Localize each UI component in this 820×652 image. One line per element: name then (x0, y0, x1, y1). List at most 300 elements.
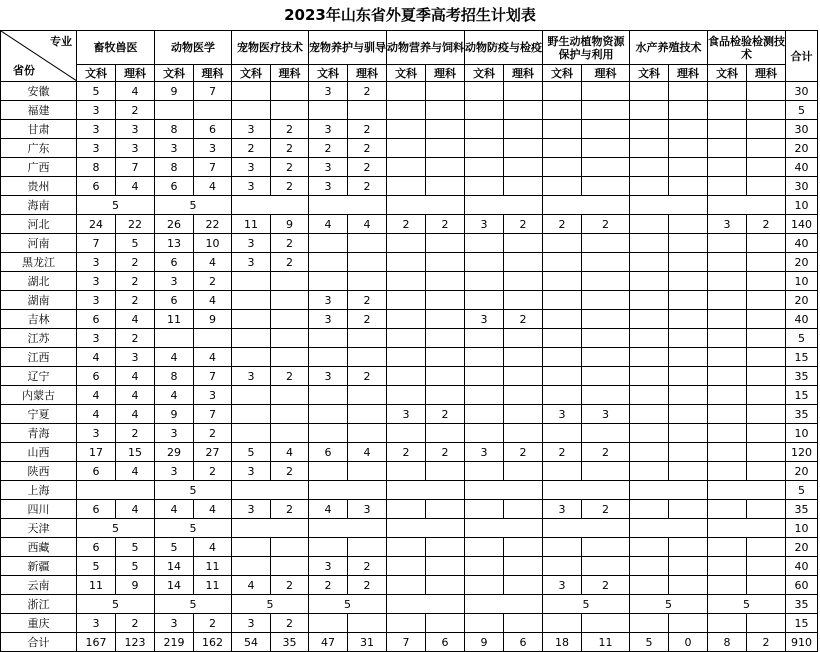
row-total-cell: 10 (786, 424, 818, 443)
like-value-cell (348, 329, 387, 348)
table-row (1, 291, 818, 310)
table-row (1, 462, 818, 481)
province-cell: 安徽 (1, 82, 77, 101)
like-value-cell (669, 329, 708, 348)
like-value-cell (504, 405, 543, 424)
like-value-cell (747, 101, 786, 120)
like-value-cell (504, 234, 543, 253)
province-cell: 上海 (1, 481, 77, 500)
subject-header-wenke: 文科 (465, 65, 504, 82)
like-value-cell: 9 (194, 310, 232, 329)
wenke-value-cell: 3 (465, 443, 504, 462)
table-row (1, 329, 818, 348)
like-value-cell: 5 (116, 538, 155, 557)
wenke-value-cell: 3 (232, 253, 271, 272)
wenke-value-cell (708, 253, 747, 272)
wenke-value-cell: 7 (387, 633, 426, 652)
like-value-cell: 2 (116, 272, 155, 291)
wenke-value-cell (630, 215, 669, 234)
like-value-cell: 2 (271, 158, 309, 177)
wenke-value-cell (630, 557, 669, 576)
wenke-value-cell (465, 253, 504, 272)
province-cell: 宁夏 (1, 405, 77, 424)
wenke-value-cell (630, 329, 669, 348)
wenke-value-cell: 14 (155, 576, 194, 595)
wenke-value-cell (543, 272, 582, 291)
wenke-value-cell (232, 424, 271, 443)
like-value-cell (271, 82, 309, 101)
wenke-value-cell (387, 462, 426, 481)
like-value-cell: 162 (194, 633, 232, 652)
row-total-cell: 20 (786, 253, 818, 272)
wenke-value-cell: 3 (77, 424, 116, 443)
wenke-value-cell (232, 538, 271, 557)
like-value-cell (504, 348, 543, 367)
like-value-cell (348, 348, 387, 367)
wenke-value-cell: 29 (155, 443, 194, 462)
like-value-cell (426, 329, 465, 348)
like-value-cell (271, 424, 309, 443)
table-row (1, 405, 818, 424)
wenke-value-cell (387, 329, 426, 348)
like-value-cell: 7 (194, 405, 232, 424)
row-total-cell: 910 (786, 633, 818, 652)
like-value-cell (348, 405, 387, 424)
merged-value-cell (630, 481, 708, 500)
table-row (1, 386, 818, 405)
wenke-value-cell (387, 177, 426, 196)
wenke-value-cell (387, 253, 426, 272)
wenke-value-cell: 3 (232, 234, 271, 253)
major-header: 动物医学 (155, 31, 232, 65)
like-value-cell (747, 158, 786, 177)
like-value-cell: 2 (582, 576, 630, 595)
like-value-cell: 4 (348, 215, 387, 234)
wenke-value-cell (309, 272, 348, 291)
like-value-cell (747, 82, 786, 101)
table-row (1, 253, 818, 272)
merged-value-cell: 5 (630, 595, 708, 614)
wenke-value-cell: 9 (465, 633, 504, 652)
like-value-cell (348, 538, 387, 557)
wenke-value-cell: 6 (77, 310, 116, 329)
province-cell: 重庆 (1, 614, 77, 633)
wenke-value-cell (708, 386, 747, 405)
row-total-cell: 5 (786, 481, 818, 500)
like-value-cell (582, 557, 630, 576)
wenke-value-cell (465, 101, 504, 120)
merged-value-cell: 5 (155, 519, 232, 538)
like-value-cell (504, 158, 543, 177)
wenke-value-cell: 3 (232, 177, 271, 196)
like-value-cell (271, 348, 309, 367)
like-value-cell: 2 (116, 329, 155, 348)
row-total-cell: 35 (786, 405, 818, 424)
row-total-cell: 35 (786, 367, 818, 386)
province-cell: 浙江 (1, 595, 77, 614)
like-value-cell (426, 386, 465, 405)
like-value-cell: 5 (116, 234, 155, 253)
wenke-value-cell: 3 (543, 500, 582, 519)
like-value-cell (582, 177, 630, 196)
like-value-cell (582, 82, 630, 101)
wenke-value-cell: 6 (77, 177, 116, 196)
subject-header-like: 理科 (348, 65, 387, 82)
wenke-value-cell (465, 557, 504, 576)
wenke-value-cell (232, 310, 271, 329)
merged-value-cell (630, 519, 708, 538)
subject-header-like: 理科 (271, 65, 309, 82)
like-value-cell: 7 (194, 158, 232, 177)
subject-header-wenke: 文科 (387, 65, 426, 82)
like-value-cell (669, 253, 708, 272)
wenke-value-cell (465, 500, 504, 519)
wenke-value-cell (543, 329, 582, 348)
wenke-value-cell: 9 (155, 405, 194, 424)
like-value-cell (747, 348, 786, 367)
wenke-value-cell: 5 (77, 557, 116, 576)
wenke-value-cell: 26 (155, 215, 194, 234)
like-value-cell: 4 (194, 253, 232, 272)
table-row (1, 424, 818, 443)
wenke-value-cell (708, 101, 747, 120)
wenke-value-cell: 3 (309, 291, 348, 310)
like-value-cell (426, 424, 465, 443)
province-cell: 内蒙古 (1, 386, 77, 405)
like-value-cell (747, 234, 786, 253)
wenke-value-cell (630, 443, 669, 462)
like-value-cell (504, 177, 543, 196)
row-total-cell: 10 (786, 272, 818, 291)
table-row (1, 139, 818, 158)
wenke-value-cell (543, 348, 582, 367)
like-value-cell (348, 462, 387, 481)
wenke-value-cell (543, 367, 582, 386)
merged-value-cell (465, 196, 543, 215)
wenke-value-cell (630, 158, 669, 177)
wenke-value-cell: 3 (309, 557, 348, 576)
like-value-cell (426, 310, 465, 329)
wenke-value-cell (708, 557, 747, 576)
like-value-cell: 2 (504, 310, 543, 329)
subject-header-like: 理科 (426, 65, 465, 82)
wenke-value-cell: 4 (309, 215, 348, 234)
like-value-cell: 11 (582, 633, 630, 652)
like-value-cell (271, 310, 309, 329)
table-row (1, 557, 818, 576)
like-value-cell (582, 614, 630, 633)
like-value-cell (271, 272, 309, 291)
like-value-cell: 9 (271, 215, 309, 234)
like-value-cell (669, 82, 708, 101)
like-value-cell: 2 (348, 367, 387, 386)
like-value-cell (582, 386, 630, 405)
like-value-cell: 2 (271, 576, 309, 595)
like-value-cell (747, 310, 786, 329)
like-value-cell (747, 462, 786, 481)
wenke-value-cell (630, 386, 669, 405)
wenke-value-cell (232, 405, 271, 424)
wenke-value-cell: 3 (77, 139, 116, 158)
major-header: 食品检验检测技术 (708, 31, 786, 65)
like-value-cell (582, 272, 630, 291)
like-value-cell (669, 139, 708, 158)
like-value-cell (747, 576, 786, 595)
wenke-value-cell (309, 386, 348, 405)
wenke-value-cell: 2 (232, 139, 271, 158)
subject-header-row (1, 65, 818, 82)
like-value-cell: 7 (194, 82, 232, 101)
wenke-value-cell (387, 158, 426, 177)
wenke-value-cell (630, 82, 669, 101)
wenke-value-cell (708, 500, 747, 519)
wenke-value-cell: 4 (155, 500, 194, 519)
like-value-cell: 2 (426, 443, 465, 462)
wenke-value-cell (232, 329, 271, 348)
major-header: 动物营养与饲料 (387, 31, 465, 65)
province-cell: 海南 (1, 196, 77, 215)
like-value-cell: 2 (271, 139, 309, 158)
table-row (1, 158, 818, 177)
like-value-cell (426, 272, 465, 291)
row-total-cell: 10 (786, 196, 818, 215)
wenke-value-cell: 3 (309, 158, 348, 177)
like-value-cell: 123 (116, 633, 155, 652)
wenke-value-cell (232, 348, 271, 367)
like-value-cell (747, 291, 786, 310)
subject-header-like: 理科 (116, 65, 155, 82)
like-value-cell (504, 329, 543, 348)
wenke-value-cell: 167 (77, 633, 116, 652)
row-total-cell: 20 (786, 291, 818, 310)
like-value-cell (747, 405, 786, 424)
like-value-cell (426, 500, 465, 519)
wenke-value-cell (465, 177, 504, 196)
like-value-cell: 2 (194, 424, 232, 443)
like-value-cell (426, 291, 465, 310)
like-value-cell (426, 462, 465, 481)
wenke-value-cell (309, 348, 348, 367)
wenke-value-cell (232, 101, 271, 120)
wenke-value-cell: 6 (309, 443, 348, 462)
like-value-cell (348, 272, 387, 291)
like-value-cell (582, 538, 630, 557)
like-value-cell: 3 (194, 139, 232, 158)
wenke-value-cell (465, 424, 504, 443)
like-value-cell: 2 (348, 177, 387, 196)
like-value-cell: 2 (271, 500, 309, 519)
like-value-cell (426, 158, 465, 177)
like-value-cell (426, 82, 465, 101)
wenke-value-cell: 3 (77, 120, 116, 139)
like-value-cell (504, 291, 543, 310)
table-row (1, 576, 818, 595)
enrollment-plan-table (0, 30, 818, 652)
like-value-cell (504, 538, 543, 557)
merged-value-cell (708, 196, 786, 215)
like-value-cell (747, 443, 786, 462)
wenke-value-cell: 4 (155, 386, 194, 405)
like-value-cell (426, 139, 465, 158)
row-total-cell: 5 (786, 101, 818, 120)
merged-value-cell (232, 481, 309, 500)
wenke-value-cell (387, 614, 426, 633)
province-cell: 山西 (1, 443, 77, 462)
merged-value-cell: 5 (232, 595, 309, 614)
merged-value-cell: 5 (708, 595, 786, 614)
wenke-value-cell (309, 462, 348, 481)
wenke-value-cell (543, 424, 582, 443)
wenke-value-cell (630, 291, 669, 310)
wenke-value-cell (387, 234, 426, 253)
like-value-cell (348, 253, 387, 272)
like-value-cell (348, 614, 387, 633)
wenke-value-cell (708, 614, 747, 633)
table-row (1, 595, 818, 614)
wenke-value-cell (155, 101, 194, 120)
table-row (1, 538, 818, 557)
merged-value-cell (465, 519, 543, 538)
wenke-value-cell: 3 (309, 310, 348, 329)
province-cell: 河北 (1, 215, 77, 234)
like-value-cell: 2 (582, 500, 630, 519)
like-value-cell: 4 (116, 462, 155, 481)
like-value-cell: 3 (116, 348, 155, 367)
wenke-value-cell: 6 (155, 291, 194, 310)
wenke-value-cell: 3 (232, 158, 271, 177)
like-value-cell (271, 329, 309, 348)
province-cell: 天津 (1, 519, 77, 538)
wenke-value-cell (387, 386, 426, 405)
like-value-cell (426, 538, 465, 557)
wenke-value-cell (387, 348, 426, 367)
wenke-value-cell (465, 405, 504, 424)
like-value-cell (582, 139, 630, 158)
like-value-cell (582, 291, 630, 310)
like-value-cell (426, 253, 465, 272)
like-value-cell (747, 139, 786, 158)
wenke-value-cell (630, 576, 669, 595)
table-body (1, 82, 818, 652)
row-total-cell: 20 (786, 538, 818, 557)
like-value-cell (504, 557, 543, 576)
wenke-value-cell: 3 (77, 101, 116, 120)
wenke-value-cell (708, 367, 747, 386)
like-value-cell: 2 (582, 443, 630, 462)
province-cell: 合计 (1, 633, 77, 652)
like-value-cell (582, 120, 630, 139)
like-value-cell: 22 (116, 215, 155, 234)
wenke-value-cell (708, 576, 747, 595)
table-row (1, 310, 818, 329)
like-value-cell (669, 443, 708, 462)
wenke-value-cell (630, 405, 669, 424)
row-total-cell: 60 (786, 576, 818, 595)
wenke-value-cell (309, 329, 348, 348)
wenke-value-cell (543, 614, 582, 633)
row-total-cell: 15 (786, 614, 818, 633)
wenke-value-cell: 3 (232, 614, 271, 633)
wenke-value-cell: 3 (543, 576, 582, 595)
wenke-value-cell (708, 424, 747, 443)
wenke-value-cell (630, 120, 669, 139)
merged-value-cell (309, 481, 387, 500)
like-value-cell: 2 (116, 614, 155, 633)
subject-header-like: 理科 (747, 65, 786, 82)
wenke-value-cell (543, 253, 582, 272)
wenke-value-cell (708, 139, 747, 158)
like-value-cell (669, 405, 708, 424)
like-value-cell (582, 329, 630, 348)
wenke-value-cell (708, 272, 747, 291)
wenke-value-cell (465, 272, 504, 291)
wenke-value-cell (708, 158, 747, 177)
subject-header-wenke: 文科 (309, 65, 348, 82)
wenke-value-cell (465, 291, 504, 310)
like-value-cell (504, 614, 543, 633)
like-value-cell (669, 557, 708, 576)
merged-value-cell (309, 519, 387, 538)
like-value-cell (582, 367, 630, 386)
wenke-value-cell: 3 (232, 120, 271, 139)
like-value-cell (582, 101, 630, 120)
wenke-value-cell: 4 (77, 348, 116, 367)
merged-value-cell (543, 519, 630, 538)
province-cell: 贵州 (1, 177, 77, 196)
like-value-cell (426, 367, 465, 386)
wenke-value-cell: 4 (309, 500, 348, 519)
wenke-value-cell (465, 576, 504, 595)
wenke-value-cell: 11 (155, 310, 194, 329)
wenke-value-cell (708, 329, 747, 348)
province-cell: 湖南 (1, 291, 77, 310)
like-value-cell: 2 (348, 158, 387, 177)
wenke-value-cell: 3 (465, 310, 504, 329)
like-value-cell: 4 (194, 500, 232, 519)
wenke-value-cell: 8 (77, 158, 116, 177)
like-value-cell: 35 (271, 633, 309, 652)
like-value-cell: 2 (271, 253, 309, 272)
wenke-value-cell: 3 (155, 424, 194, 443)
wenke-value-cell (543, 177, 582, 196)
like-value-cell (271, 405, 309, 424)
province-cell: 黑龙江 (1, 253, 77, 272)
subject-header-wenke: 文科 (77, 65, 116, 82)
like-value-cell (582, 348, 630, 367)
wenke-value-cell: 17 (77, 443, 116, 462)
like-value-cell: 2 (426, 405, 465, 424)
wenke-value-cell (630, 462, 669, 481)
wenke-value-cell: 3 (309, 82, 348, 101)
wenke-value-cell: 5 (77, 82, 116, 101)
corner-major-label: 专业 (50, 35, 72, 48)
wenke-value-cell: 3 (387, 405, 426, 424)
row-total-cell: 35 (786, 595, 818, 614)
like-value-cell (348, 101, 387, 120)
province-cell: 四川 (1, 500, 77, 519)
like-value-cell (669, 462, 708, 481)
merged-value-cell (465, 595, 543, 614)
merged-value-cell (232, 519, 309, 538)
merged-value-cell: 5 (155, 481, 232, 500)
province-cell: 吉林 (1, 310, 77, 329)
like-value-cell (747, 253, 786, 272)
wenke-value-cell (630, 500, 669, 519)
like-value-cell: 27 (194, 443, 232, 462)
like-value-cell (426, 348, 465, 367)
wenke-value-cell: 2 (543, 215, 582, 234)
like-value-cell: 4 (116, 500, 155, 519)
